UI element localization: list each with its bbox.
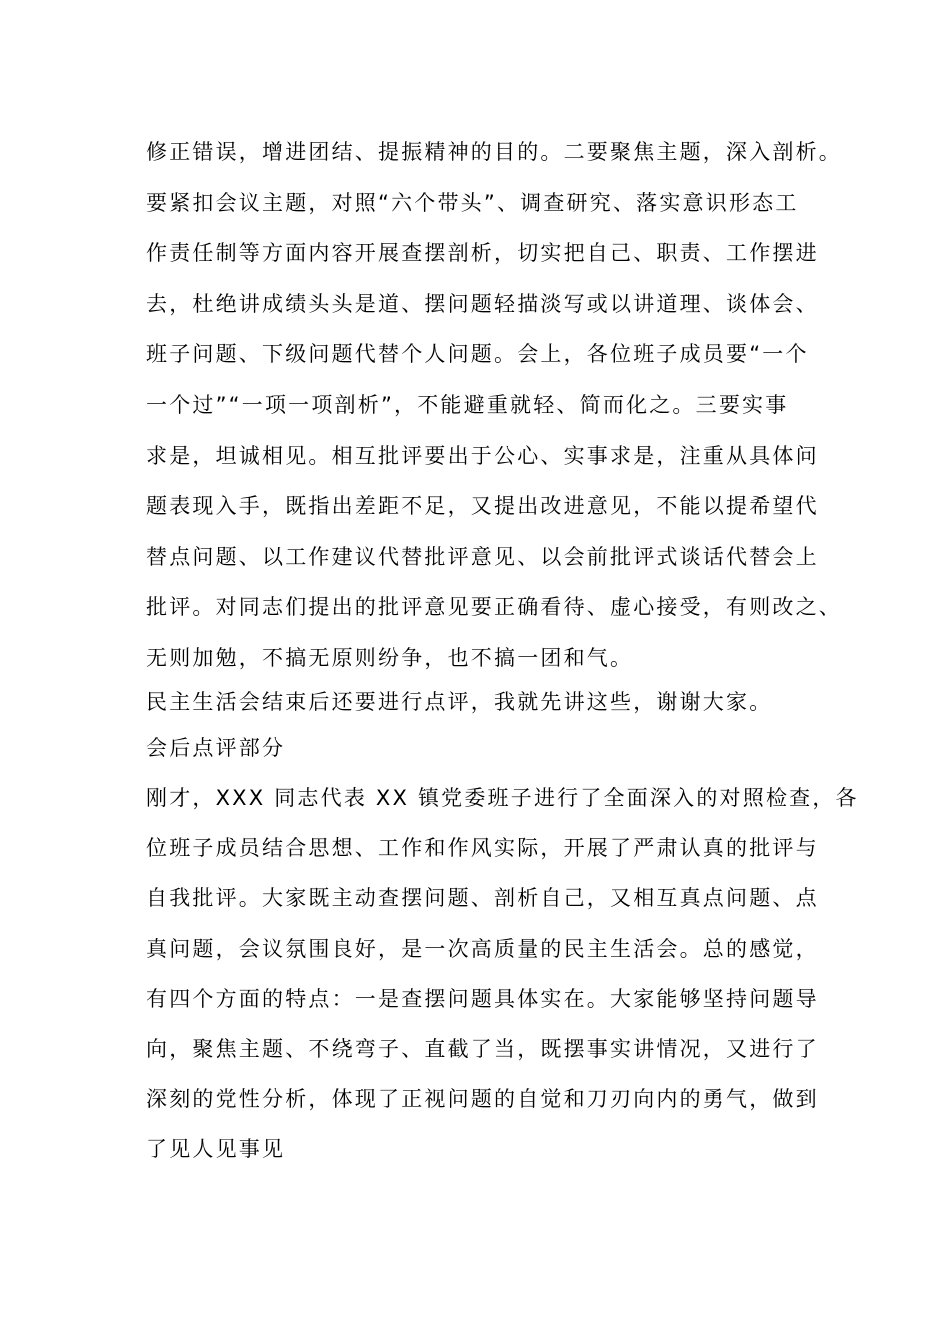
text-line: 了见人见事见: [146, 1137, 286, 1162]
text-line: 一个过”“一项一项剖析”，不能避重就轻、简而化之。三要实事: [146, 392, 789, 417]
closing-remark: [146, 687, 846, 717]
text-line: 修正错误，增进团结、提振精神的目的。二要聚焦主题，深入剖析。: [146, 140, 842, 164]
text-line: 班子问题、下级问题代替个人问题。会上，各位班子成员要“一个: [146, 342, 809, 367]
text-line: 求是，坦诚相见。相互批评要出于公心、实事求是，注重从具体问: [146, 443, 819, 468]
text-line: 要紧扣会议主题，对照“六个带头”、调查研究、落实意识形态工: [146, 190, 799, 215]
text-line: 无则加勉，不搞无原则纷争，也不搞一团和气。: [146, 645, 634, 670]
text-line: 题表现入手，既指出差距不足，又提出改进意见，不能以提希望代: [146, 494, 819, 519]
paragraph-requirements: [146, 137, 846, 694]
closing-line: 民主生活会结束后还要进行点评，我就先讲这些，谢谢大家。: [146, 690, 773, 714]
text-line: 自我批评。大家既主动查摆问题、剖析自己，又相互真点问题、点: [146, 886, 819, 911]
text-line: 批评。对同志们提出的批评意见要正确看待、虚心接受，有则改之、: [146, 595, 842, 620]
text-line: 作责任制等方面内容开展查摆剖析，切实把自己、职责、工作摆进: [146, 241, 819, 266]
text-line: 位班子成员结合思想、工作和作风实际，开展了严肃认真的批评与: [146, 836, 819, 861]
paragraph-review: [146, 783, 859, 1185]
text-line: 真问题，会议氛围良好，是一次高质量的民主生活会。总的感觉，: [146, 936, 819, 961]
section-heading-block: [146, 733, 846, 763]
text-line: 去，杜绝讲成绩头头是道、摆问题轻描淡写或以讲道理、谈体会、: [146, 291, 819, 316]
section-heading: 会后点评部分: [146, 736, 286, 760]
text-line: 刚才，XXX 同志代表 XX 镇党委班子进行了全面深入的对照检查，各: [146, 786, 859, 810]
text-line: 有四个方面的特点：一是查摆问题具体实在。大家能够坚持问题导: [146, 986, 819, 1011]
text-line: 替点问题、以工作建议代替批评意见、以会前批评式谈话代替会上: [146, 544, 819, 569]
text-line: 向，聚焦主题、不绕弯子、直截了当，既摆事实讲情况，又进行了: [146, 1036, 819, 1061]
text-line: 深刻的党性分析，体现了正视问题的自觉和刀刃向内的勇气，做到: [146, 1087, 819, 1112]
